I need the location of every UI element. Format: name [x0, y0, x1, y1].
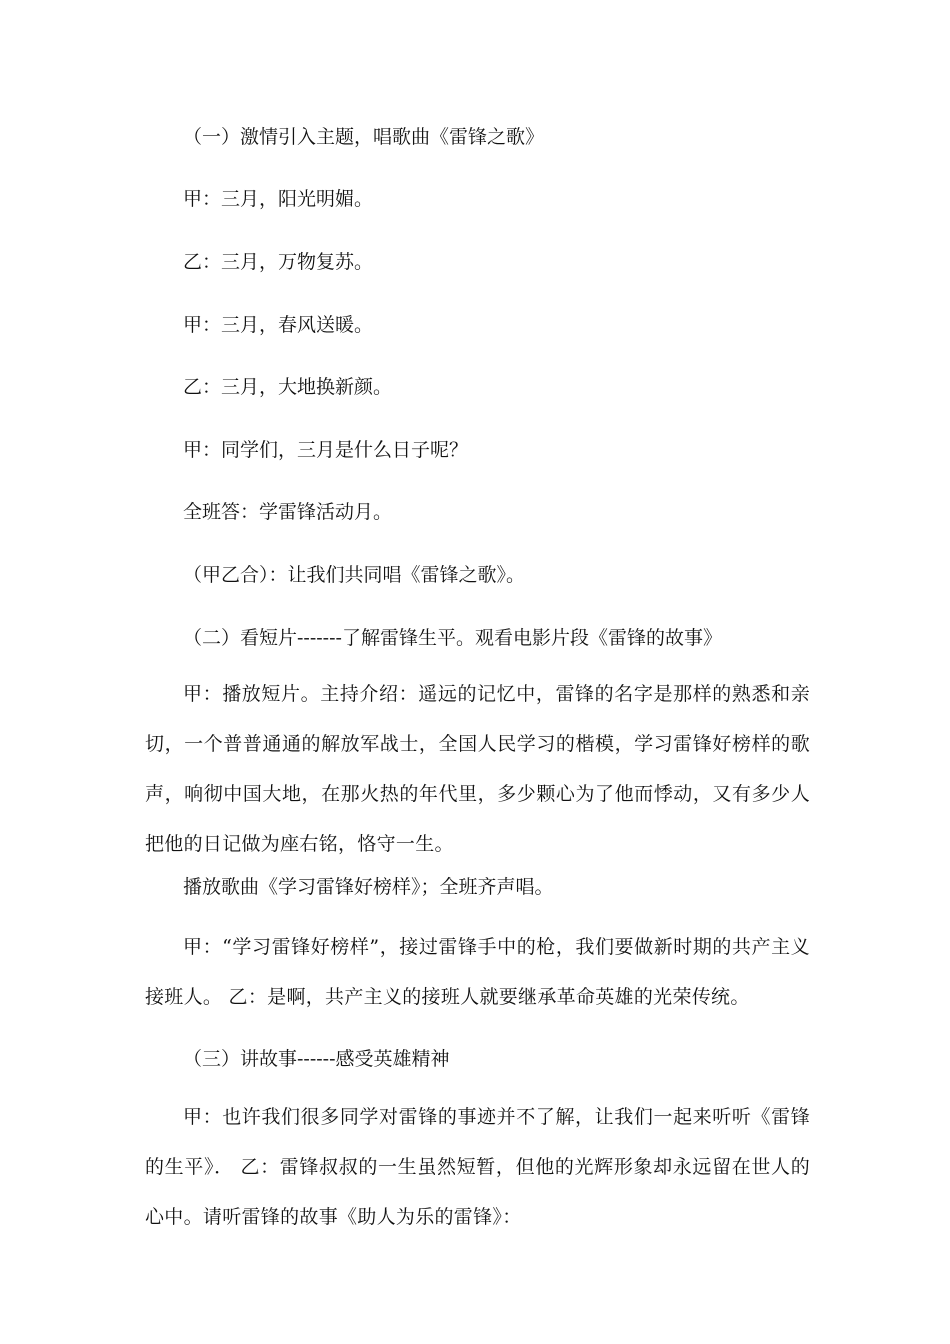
dialogue-line: 甲：同学们，三月是什么日子呢？: [183, 439, 469, 461]
section-heading-3: （三）讲故事------感受英雄精神: [183, 1048, 450, 1070]
song-line: 播放歌曲《学习雷锋好榜样》；全班齐声唱。: [183, 876, 554, 898]
section-heading-1: （一）激情引入主题，唱歌曲《雷锋之歌》: [183, 126, 545, 148]
dialogue-line: 甲：三月，阳光明媚。: [183, 188, 374, 210]
intro-paragraph: 甲：播放短片。主持介绍：遥远的记忆中，雷锋的名字是那样的熟悉和亲切，一个普普通通的解放军战士，全国人民学习的楷模，学习雷锋好榜样的歌声，响彻中国大地，在那火热的年代里，多少颗心为了他而悸动，又有多少人把他的日记做为座右铭，恪守一生。: [145, 683, 810, 855]
section-heading-2: （二）看短片-------了解雷锋生平。观看电影片段《雷锋的故事》: [183, 627, 722, 649]
dialogue-line: 全班答：学雷锋活动月。: [183, 501, 393, 523]
gun-paragraph: 甲：“学习雷锋好榜样”，接过雷锋手中的枪，我们要做新时期的共产主义接班人。 乙：是啊，共产主义的接班人就要继承革命英雄的光荣传统。: [145, 936, 810, 1008]
dialogue-line: 甲：三月，春风送暖。: [183, 314, 374, 336]
dialogue-line: 乙：三月，大地换新颜。: [183, 376, 393, 398]
dialogue-line: （甲乙合）：让我们共同唱《雷锋之歌》。: [183, 564, 526, 586]
story-paragraph: 甲：也许我们很多同学对雷锋的事迹并不了解，让我们一起来听听《雷锋的生平》． 乙：雷锋叔叔的一生虽然短暂，但他的光辉形象却永远留在世人的心中。请听雷锋的故事《助人为乐的雷锋》：: [145, 1106, 810, 1228]
dialogue-line: 乙：三月，万物复苏。: [183, 251, 374, 273]
